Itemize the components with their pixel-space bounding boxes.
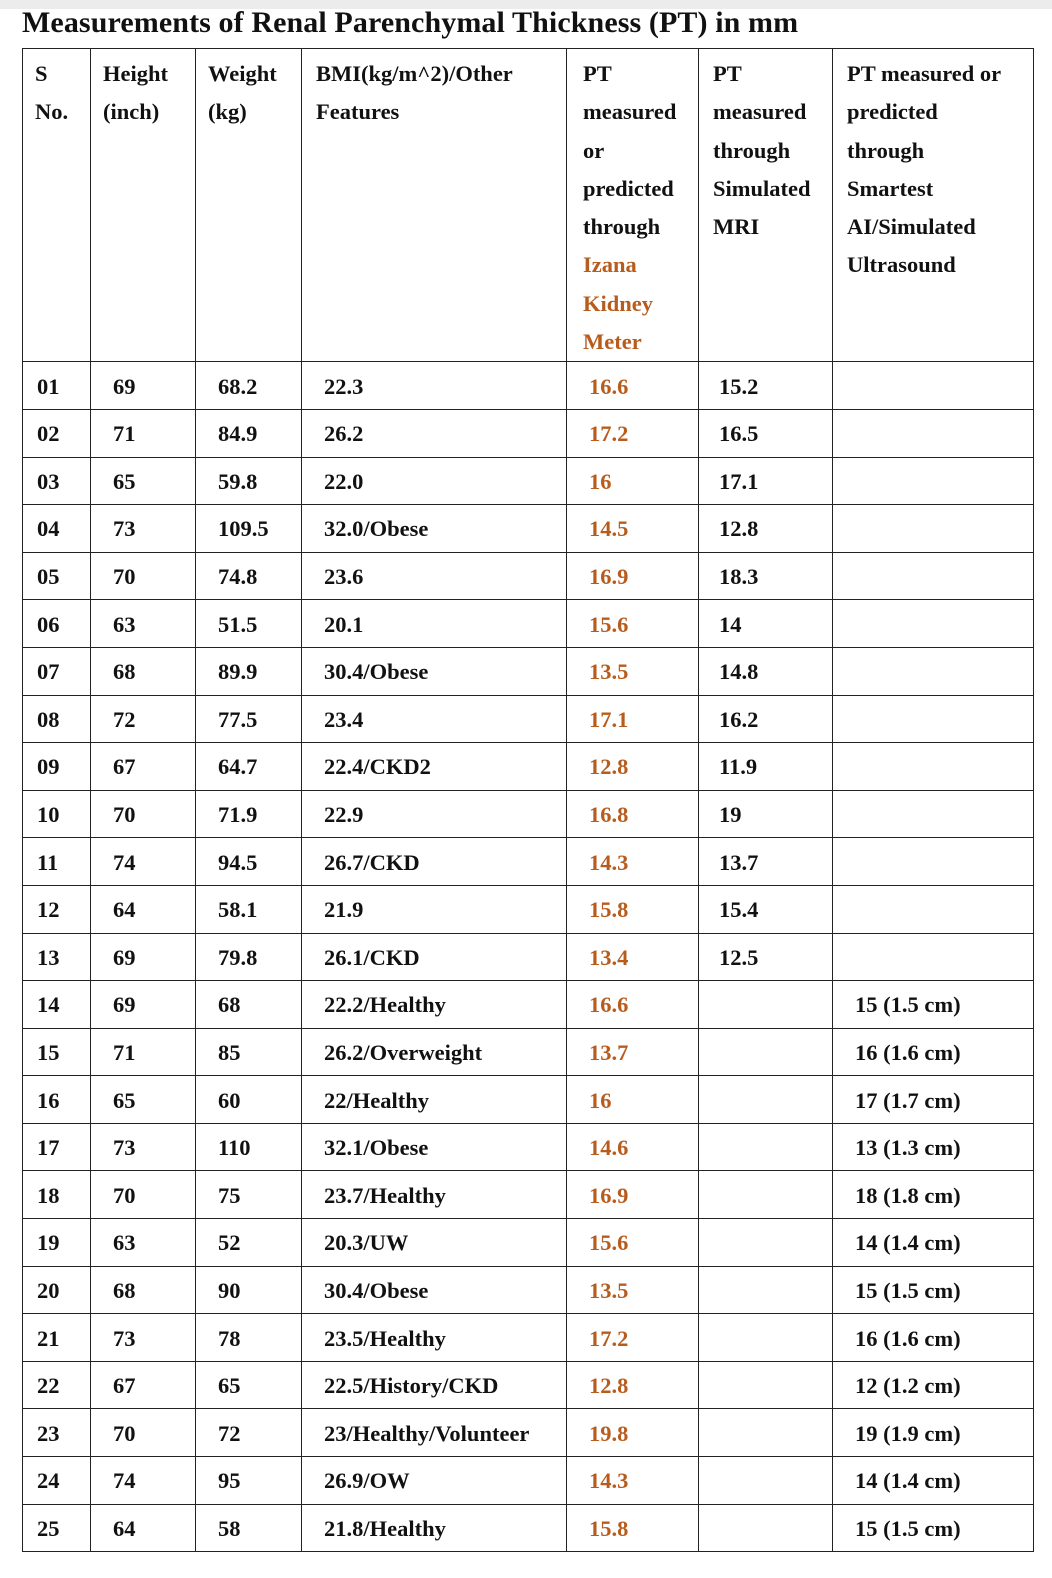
cell-weight: 58	[196, 1504, 302, 1552]
cell-pt-izana: 15.8	[567, 885, 699, 933]
table-row	[23, 933, 1034, 981]
cell-pt-izana: 14.5	[567, 505, 699, 553]
cell-sno: 25	[23, 1504, 91, 1552]
cell-bmi: 22.2/Healthy	[302, 981, 567, 1029]
cell-sno: 03	[23, 457, 91, 505]
cell-sno: 15	[23, 1028, 91, 1076]
cell-pt-izana: 13.4	[567, 933, 699, 981]
table-row	[23, 1361, 1034, 1409]
cell-pt-mri	[699, 1314, 833, 1362]
cell-weight: 85	[196, 1028, 302, 1076]
cell-pt-ai: 12 (1.2 cm)	[833, 1361, 1034, 1409]
cell-weight: 94.5	[196, 838, 302, 886]
cell-pt-mri	[699, 1409, 833, 1457]
cell-weight: 64.7	[196, 743, 302, 791]
cell-weight: 68	[196, 981, 302, 1029]
cell-pt-ai: 14 (1.4 cm)	[833, 1457, 1034, 1505]
cell-weight: 71.9	[196, 790, 302, 838]
cell-pt-ai: 15 (1.5 cm)	[833, 981, 1034, 1029]
cell-weight: 84.9	[196, 409, 302, 457]
table-row	[23, 1171, 1034, 1219]
table-row	[23, 1314, 1034, 1362]
cell-weight: 110	[196, 1123, 302, 1171]
cell-height: 65	[91, 457, 196, 505]
header-weight: Weight (kg)	[196, 49, 302, 362]
header-pt-mri: PT measured through Simulated MRI	[699, 49, 833, 362]
cell-bmi: 23/Healthy/Volunteer	[302, 1409, 567, 1457]
cell-height: 67	[91, 1361, 196, 1409]
cell-height: 69	[91, 362, 196, 410]
cell-sno: 04	[23, 505, 91, 553]
cell-pt-izana: 13.7	[567, 1028, 699, 1076]
cell-pt-izana: 17.2	[567, 1314, 699, 1362]
cell-weight: 59.8	[196, 457, 302, 505]
cell-sno: 06	[23, 600, 91, 648]
cell-pt-mri	[699, 1457, 833, 1505]
table-row	[23, 1219, 1034, 1267]
cell-pt-ai	[833, 933, 1034, 981]
cell-pt-mri: 15.4	[699, 885, 833, 933]
cell-pt-mri	[699, 1123, 833, 1171]
cell-height: 70	[91, 790, 196, 838]
table-row	[23, 743, 1034, 791]
cell-pt-izana: 16	[567, 457, 699, 505]
cell-pt-izana: 16.8	[567, 790, 699, 838]
cell-pt-ai	[833, 885, 1034, 933]
cell-weight: 65	[196, 1361, 302, 1409]
header-pt-ai-ultrasound: PT measured or predicted through Smartest AI/Simulated Ultrasound	[833, 49, 1034, 362]
cell-bmi: 22.9	[302, 790, 567, 838]
table-row	[23, 409, 1034, 457]
cell-weight: 89.9	[196, 647, 302, 695]
cell-bmi: 20.3/UW	[302, 1219, 567, 1267]
table-row	[23, 1504, 1034, 1552]
cell-bmi: 30.4/Obese	[302, 1266, 567, 1314]
cell-pt-mri: 15.2	[699, 362, 833, 410]
cell-pt-ai	[833, 505, 1034, 553]
cell-pt-izana: 15.6	[567, 600, 699, 648]
cell-pt-mri	[699, 1361, 833, 1409]
cell-weight: 68.2	[196, 362, 302, 410]
cell-pt-izana: 13.5	[567, 1266, 699, 1314]
cell-pt-mri: 12.8	[699, 505, 833, 553]
cell-pt-izana: 15.6	[567, 1219, 699, 1267]
cell-sno: 13	[23, 933, 91, 981]
cell-sno: 24	[23, 1457, 91, 1505]
cell-pt-mri: 14	[699, 600, 833, 648]
cell-pt-izana: 16.9	[567, 1171, 699, 1219]
cell-bmi: 21.9	[302, 885, 567, 933]
cell-pt-mri: 14.8	[699, 647, 833, 695]
cell-pt-mri: 18.3	[699, 552, 833, 600]
cell-height: 73	[91, 1314, 196, 1362]
cell-sno: 12	[23, 885, 91, 933]
cell-height: 73	[91, 505, 196, 553]
cell-bmi: 30.4/Obese	[302, 647, 567, 695]
cell-height: 70	[91, 1171, 196, 1219]
cell-bmi: 26.2	[302, 409, 567, 457]
header-height: Height (inch)	[91, 49, 196, 362]
cell-pt-izana: 12.8	[567, 1361, 699, 1409]
cell-pt-ai: 16 (1.6 cm)	[833, 1314, 1034, 1362]
cell-pt-izana: 14.3	[567, 838, 699, 886]
cell-sno: 11	[23, 838, 91, 886]
cell-pt-ai: 18 (1.8 cm)	[833, 1171, 1034, 1219]
cell-pt-mri	[699, 1076, 833, 1124]
cell-pt-mri	[699, 981, 833, 1029]
table-row	[23, 600, 1034, 648]
cell-pt-ai: 15 (1.5 cm)	[833, 1266, 1034, 1314]
table-row	[23, 790, 1034, 838]
cell-sno: 23	[23, 1409, 91, 1457]
cell-sno: 01	[23, 362, 91, 410]
cell-height: 71	[91, 1028, 196, 1076]
cell-height: 69	[91, 981, 196, 1029]
cell-bmi: 20.1	[302, 600, 567, 648]
cell-sno: 16	[23, 1076, 91, 1124]
cell-pt-ai	[833, 647, 1034, 695]
cell-pt-mri: 13.7	[699, 838, 833, 886]
cell-bmi: 32.0/Obese	[302, 505, 567, 553]
cell-height: 72	[91, 695, 196, 743]
cell-pt-ai: 17 (1.7 cm)	[833, 1076, 1034, 1124]
cell-pt-ai	[833, 409, 1034, 457]
table-row	[23, 457, 1034, 505]
cell-height: 74	[91, 838, 196, 886]
cell-bmi: 23.7/Healthy	[302, 1171, 567, 1219]
cell-height: 73	[91, 1123, 196, 1171]
measurements-table	[22, 48, 1034, 1552]
cell-bmi: 23.4	[302, 695, 567, 743]
cell-height: 71	[91, 409, 196, 457]
cell-pt-ai	[833, 552, 1034, 600]
cell-height: 64	[91, 885, 196, 933]
cell-height: 70	[91, 552, 196, 600]
cell-pt-izana: 19.8	[567, 1409, 699, 1457]
cell-pt-ai	[833, 743, 1034, 791]
cell-weight: 52	[196, 1219, 302, 1267]
cell-height: 70	[91, 1409, 196, 1457]
cell-height: 65	[91, 1076, 196, 1124]
cell-bmi: 23.6	[302, 552, 567, 600]
cell-bmi: 22.0	[302, 457, 567, 505]
cell-weight: 60	[196, 1076, 302, 1124]
cell-bmi: 26.7/CKD	[302, 838, 567, 886]
table-row	[23, 552, 1034, 600]
table-body	[23, 362, 1034, 1552]
header-pt-izana: PT measured or predicted through Izana Kidney Meter	[567, 49, 699, 362]
table-row	[23, 1123, 1034, 1171]
table-row	[23, 505, 1034, 553]
cell-weight: 58.1	[196, 885, 302, 933]
cell-sno: 08	[23, 695, 91, 743]
cell-bmi: 22/Healthy	[302, 1076, 567, 1124]
cell-weight: 79.8	[196, 933, 302, 981]
cell-pt-ai: 16 (1.6 cm)	[833, 1028, 1034, 1076]
cell-pt-izana: 16.9	[567, 552, 699, 600]
cell-bmi: 26.1/CKD	[302, 933, 567, 981]
table-row	[23, 1409, 1034, 1457]
cell-pt-mri: 11.9	[699, 743, 833, 791]
cell-pt-mri: 19	[699, 790, 833, 838]
table-row	[23, 838, 1034, 886]
cell-bmi: 22.5/History/CKD	[302, 1361, 567, 1409]
cell-bmi: 22.4/CKD2	[302, 743, 567, 791]
cell-sno: 19	[23, 1219, 91, 1267]
cell-pt-izana: 14.6	[567, 1123, 699, 1171]
cell-height: 68	[91, 1266, 196, 1314]
cell-weight: 77.5	[196, 695, 302, 743]
table-row	[23, 647, 1034, 695]
cell-height: 67	[91, 743, 196, 791]
header-sno: S No.	[23, 49, 91, 362]
cell-bmi: 32.1/Obese	[302, 1123, 567, 1171]
cell-pt-ai	[833, 600, 1034, 648]
cell-weight: 78	[196, 1314, 302, 1362]
table-row	[23, 1457, 1034, 1505]
cell-weight: 109.5	[196, 505, 302, 553]
cell-pt-ai	[833, 838, 1034, 886]
header-row	[23, 49, 1034, 362]
cell-pt-mri	[699, 1171, 833, 1219]
cell-pt-mri	[699, 1028, 833, 1076]
cell-sno: 17	[23, 1123, 91, 1171]
cell-pt-mri: 17.1	[699, 457, 833, 505]
cell-bmi: 23.5/Healthy	[302, 1314, 567, 1362]
cell-sno: 09	[23, 743, 91, 791]
cell-weight: 75	[196, 1171, 302, 1219]
cell-height: 64	[91, 1504, 196, 1552]
cell-pt-izana: 17.2	[567, 409, 699, 457]
cell-sno: 10	[23, 790, 91, 838]
cell-weight: 51.5	[196, 600, 302, 648]
cell-pt-ai	[833, 457, 1034, 505]
cell-pt-mri: 12.5	[699, 933, 833, 981]
table-row	[23, 1266, 1034, 1314]
cell-pt-mri	[699, 1219, 833, 1267]
cell-pt-ai: 13 (1.3 cm)	[833, 1123, 1034, 1171]
cell-pt-izana: 16.6	[567, 362, 699, 410]
cell-weight: 74.8	[196, 552, 302, 600]
page-title: Measurements of Renal Parenchymal Thickness (PT) in mm	[22, 6, 799, 39]
cell-sno: 22	[23, 1361, 91, 1409]
cell-height: 69	[91, 933, 196, 981]
table-row	[23, 1076, 1034, 1124]
cell-pt-izana: 13.5	[567, 647, 699, 695]
cell-height: 63	[91, 600, 196, 648]
cell-pt-mri: 16.2	[699, 695, 833, 743]
cell-sno: 02	[23, 409, 91, 457]
cell-weight: 90	[196, 1266, 302, 1314]
cell-sno: 21	[23, 1314, 91, 1362]
cell-height: 63	[91, 1219, 196, 1267]
cell-height: 74	[91, 1457, 196, 1505]
cell-pt-ai: 14 (1.4 cm)	[833, 1219, 1034, 1267]
cell-bmi: 22.3	[302, 362, 567, 410]
cell-pt-ai	[833, 790, 1034, 838]
cell-pt-izana: 16.6	[567, 981, 699, 1029]
table-row	[23, 1028, 1034, 1076]
cell-pt-mri: 16.5	[699, 409, 833, 457]
cell-sno: 14	[23, 981, 91, 1029]
table-row	[23, 981, 1034, 1029]
cell-pt-izana: 12.8	[567, 743, 699, 791]
table-row	[23, 362, 1034, 410]
cell-pt-ai	[833, 695, 1034, 743]
table-row	[23, 885, 1034, 933]
cell-pt-izana: 16	[567, 1076, 699, 1124]
cell-pt-mri	[699, 1504, 833, 1552]
header-bmi: BMI(kg/m^2)/Other Features	[302, 49, 567, 362]
cell-weight: 72	[196, 1409, 302, 1457]
cell-sno: 05	[23, 552, 91, 600]
cell-bmi: 26.9/OW	[302, 1457, 567, 1505]
cell-pt-ai: 19 (1.9 cm)	[833, 1409, 1034, 1457]
table-row	[23, 695, 1034, 743]
cell-height: 68	[91, 647, 196, 695]
cell-sno: 20	[23, 1266, 91, 1314]
cell-pt-izana: 17.1	[567, 695, 699, 743]
cell-sno: 07	[23, 647, 91, 695]
cell-pt-izana: 15.8	[567, 1504, 699, 1552]
cell-bmi: 26.2/Overweight	[302, 1028, 567, 1076]
cell-pt-mri	[699, 1266, 833, 1314]
cell-pt-izana: 14.3	[567, 1457, 699, 1505]
cell-pt-ai: 15 (1.5 cm)	[833, 1504, 1034, 1552]
cell-pt-ai	[833, 362, 1034, 410]
cell-bmi: 21.8/Healthy	[302, 1504, 567, 1552]
cell-sno: 18	[23, 1171, 91, 1219]
cell-weight: 95	[196, 1457, 302, 1505]
